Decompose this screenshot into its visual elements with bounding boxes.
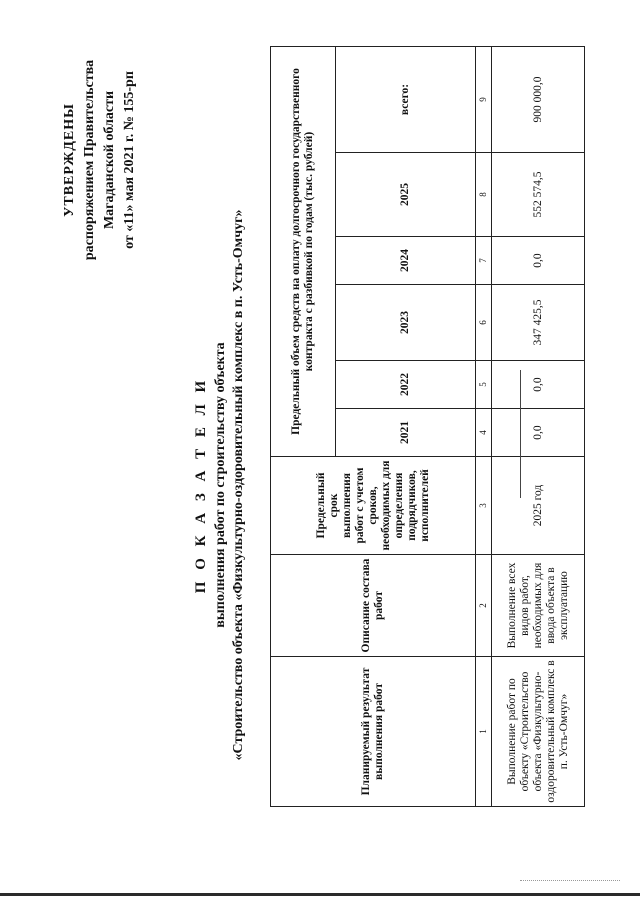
scan-artifact: [520, 880, 620, 881]
cell-deadline: 2025 год: [492, 457, 585, 555]
col-number: 8: [476, 153, 492, 237]
col-number: 7: [476, 237, 492, 285]
header-description: Описание состава работ: [271, 555, 476, 657]
header-result: Планируемый результат выполнения работ: [271, 657, 476, 807]
header-year-2022: 2022: [336, 361, 476, 409]
header-year-2024: 2024: [336, 237, 476, 285]
approval-stamp: [60, 35, 140, 285]
header-deadline: Предельный срок выполнения работ с учетом сроков, необходимых для определения подрядчиков, исполнителей: [271, 457, 476, 555]
cell-total: 900 000,0: [492, 47, 585, 153]
header-year-2025: 2025: [336, 153, 476, 237]
page-bottom-rule: [0, 893, 640, 896]
header-funding: Предельный объем средств на оплату долгосрочного государственного контракта с разбивкой по годам (тыс. рублей): [271, 47, 336, 457]
col-number: 4: [476, 409, 492, 457]
header-year-2023: 2023: [336, 285, 476, 361]
table-row: [492, 47, 585, 807]
header-total: всего:: [336, 47, 476, 153]
document-title: [192, 155, 248, 815]
approval-heading: УТВЕРЖДЕНЫ: [62, 103, 77, 217]
col-number: 6: [476, 285, 492, 361]
title-sub-1: выполнения работ по строительству объекта: [213, 342, 228, 628]
header-row-1: [271, 47, 336, 807]
approval-line-2: Магаданской области: [102, 90, 117, 230]
col-number: 2: [476, 555, 492, 657]
cell-2023: 347 425,5: [492, 285, 585, 361]
col-number: 5: [476, 361, 492, 409]
column-number-row: [476, 47, 492, 807]
col-number: 3: [476, 457, 492, 555]
cell-2025: 552 574,5: [492, 153, 585, 237]
signature-line: [520, 370, 521, 498]
approval-line-1: распоряжением Правительства: [82, 59, 97, 261]
title-sub-2: «Строительство объекта «Физкультурно-оздоровительный комплекс в п. Усть-Омчуг»: [231, 209, 246, 761]
col-number: 1: [476, 657, 492, 807]
cell-2024: 0,0: [492, 237, 585, 285]
header-year-2021: 2021: [336, 409, 476, 457]
cell-2022: 0,0: [492, 361, 585, 409]
cell-description: Выполнение всех видов работ, необходимых для ввода объекта в эксплуатацию: [492, 555, 585, 657]
indicators-table: [270, 46, 585, 807]
cell-result: Выполнение работ по объекту «Строительство объекта «Физкультурно-оздоровительный комплекс в п. Усть-Омчуг»: [492, 657, 585, 807]
col-number: 9: [476, 47, 492, 153]
title-main: П О К А З А Т Е Л И: [193, 376, 209, 594]
approval-line-3: от «11» мая 2021 г. № 155-рп: [122, 71, 137, 249]
cell-2021: 0,0: [492, 409, 585, 457]
